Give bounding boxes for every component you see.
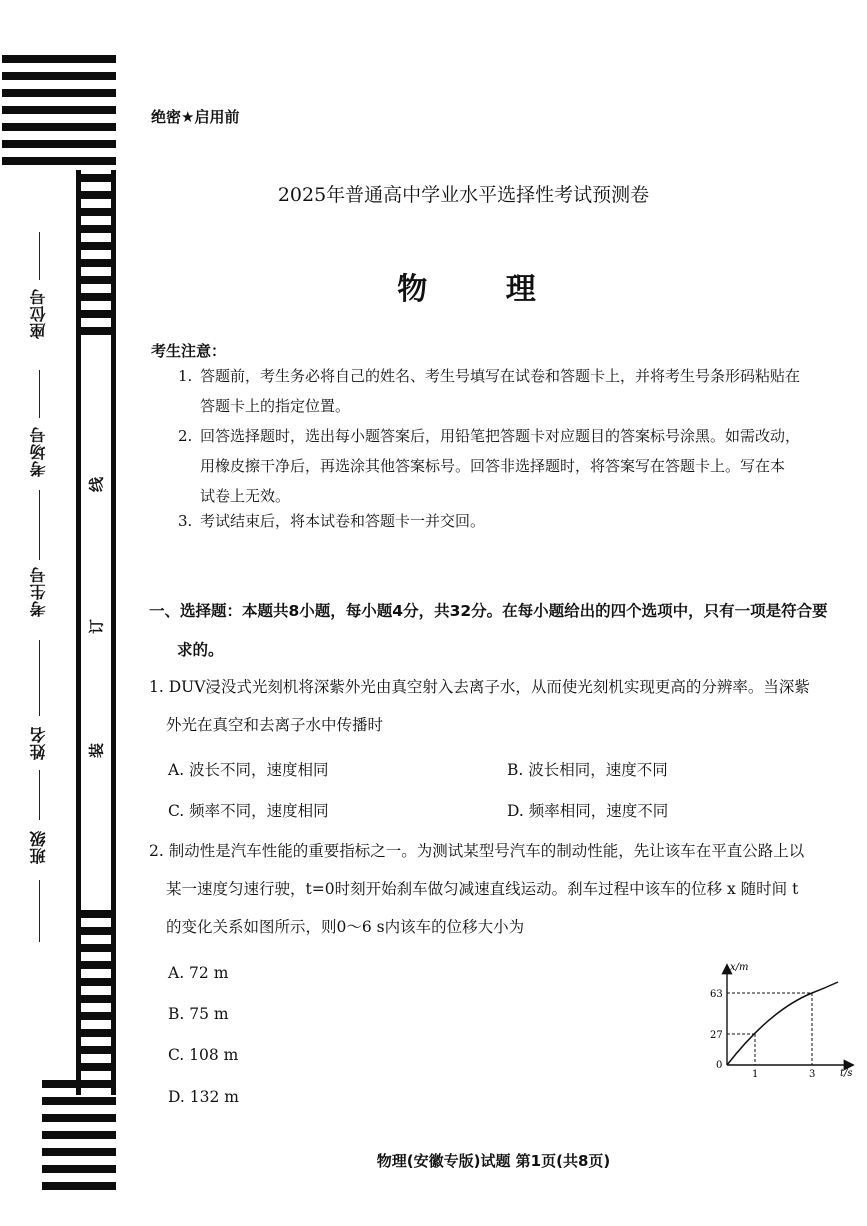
binding-stripe xyxy=(76,995,116,1003)
candidate-number-label: 考生号 xyxy=(29,566,48,617)
section-heading xyxy=(149,592,855,670)
option-c: C. 108 m xyxy=(168,1046,239,1064)
notice-number: 2. xyxy=(178,427,193,445)
exam-title: 2025年普通高中学业水平选择性考试预测卷 xyxy=(277,184,650,206)
write-line xyxy=(39,370,40,418)
option-b: B. 75 m xyxy=(168,1005,229,1023)
binding-stripe xyxy=(2,72,116,80)
notice-text: 答题前，考生务必将自己的姓名、考生号填写在试卷和答题卡上，并将考生号条形码粘贴在 xyxy=(200,367,801,385)
seat-number-label: 座位号 xyxy=(29,288,48,339)
question-2 xyxy=(149,832,855,946)
question-stem: 某一速度匀速行驶，t=0时刻开始刹车做匀减速直线运动。刹车过程中该车的位移 x 随时间 t xyxy=(166,880,799,898)
binding-line xyxy=(76,170,81,1095)
question-1 xyxy=(149,668,855,744)
notice-number: 1. xyxy=(178,367,193,385)
binding-stripe xyxy=(76,1029,116,1037)
binding-stripe xyxy=(2,123,116,131)
option-b: B. 波长相同，速度不同 xyxy=(507,761,668,779)
notice-text: 回答选择题时，选出每小题答案后，用铅笔把答题卡对应题目的答案标号涂黑。如需改动， xyxy=(200,427,801,445)
write-line xyxy=(39,770,40,820)
confidential-label: 绝密★启用前 xyxy=(151,108,240,126)
binding-stripe xyxy=(76,208,116,216)
subject-title: 物 理 xyxy=(397,272,570,307)
binding-stripe xyxy=(76,944,116,952)
write-line xyxy=(39,490,40,560)
binding-stripe xyxy=(42,1097,116,1105)
write-line xyxy=(39,640,40,716)
option-a: A. 波长不同，速度相同 xyxy=(168,761,329,779)
exam-room-label: 考场号 xyxy=(29,426,48,477)
section-text: 求的。 xyxy=(177,641,224,659)
y-tick-label: 63 xyxy=(710,989,723,1000)
binding-stripe xyxy=(76,1063,116,1071)
binding-stripe xyxy=(76,1012,116,1020)
name-label: 姓名 xyxy=(29,726,48,760)
binding-stripe xyxy=(42,1114,116,1122)
binding-stripe xyxy=(42,1131,116,1139)
binding-stripe xyxy=(76,310,116,318)
seal-line-char: 线 xyxy=(87,477,106,493)
binding-stripe xyxy=(76,910,116,918)
notice-item xyxy=(180,421,852,511)
question-stem: 2. 制动性是汽车性能的重要指标之一。为测试某型号汽车的制动性能，先让该车在平直公路上以 xyxy=(149,842,805,860)
notice-text: 考试结束后，将本试卷和答题卡一并交回。 xyxy=(200,512,486,530)
binding-stripe xyxy=(2,140,116,148)
section-text: 一、选择题：本题共8小题，每小题4分，共32分。在每小题给出的四个选项中，只有一项是符合要 xyxy=(149,602,828,620)
x-axis-label: t/s xyxy=(840,1068,853,1079)
binding-stripe xyxy=(76,327,116,335)
notice-number: 3. xyxy=(178,512,193,530)
binding-stripe xyxy=(76,225,116,233)
notice-heading: 考生注意： xyxy=(151,342,227,360)
seal-bind-char: 订 xyxy=(87,619,106,635)
x-tick-label: 3 xyxy=(809,1069,816,1080)
binding-stripe xyxy=(2,55,116,63)
binding-stripe xyxy=(2,106,116,114)
binding-stripe xyxy=(76,242,116,250)
binding-stripe xyxy=(76,1046,116,1054)
y-axis-label: x/m xyxy=(730,962,749,973)
notice-text: 用橡皮擦干净后，再选涂其他答案标号。回答非选择题时，将答案写在答题卡上。写在本 xyxy=(200,457,786,475)
origin-label: 0 xyxy=(716,1060,723,1071)
class-label: 班级 xyxy=(29,830,48,864)
page-footer: 物理(安徽专版)试题 第1页(共8页) xyxy=(376,1152,611,1170)
binding-stripe xyxy=(42,1182,116,1190)
x-t-curve xyxy=(727,982,838,1065)
option-d: D. 132 m xyxy=(168,1088,239,1106)
write-line xyxy=(39,880,40,942)
question-stem: 的变化关系如图所示，则0～6 s内该车的位移大小为 xyxy=(166,918,525,936)
option-c: C. 频率不同，速度相同 xyxy=(168,802,329,820)
option-a: A. 72 m xyxy=(168,964,229,982)
notice-item xyxy=(180,361,852,421)
question-stem: 1. DUV浸没式光刻机将深紫外光由真空射入去离子水，从而使光刻机实现更高的分辨率。当深紫 xyxy=(149,678,810,696)
binding-stripe xyxy=(2,89,116,97)
notice-text: 试卷上无效。 xyxy=(200,487,291,505)
binding-line xyxy=(111,170,116,1095)
binding-stripe xyxy=(2,157,116,165)
option-d: D. 频率相同，速度不同 xyxy=(507,802,669,820)
binding-stripe xyxy=(76,961,116,969)
binding-stripe xyxy=(42,1080,116,1088)
notice-text: 答题卡上的指定位置。 xyxy=(200,397,351,415)
seal-pack-char: 装 xyxy=(87,743,106,759)
question-stem: 外光在真空和去离子水中传播时 xyxy=(166,716,384,734)
x-tick-label: 1 xyxy=(752,1069,759,1080)
binding-stripe xyxy=(76,978,116,986)
displacement-time-graph xyxy=(700,958,860,1083)
binding-stripe xyxy=(76,927,116,935)
y-tick-label: 27 xyxy=(710,1030,723,1041)
notice-item xyxy=(180,506,852,536)
